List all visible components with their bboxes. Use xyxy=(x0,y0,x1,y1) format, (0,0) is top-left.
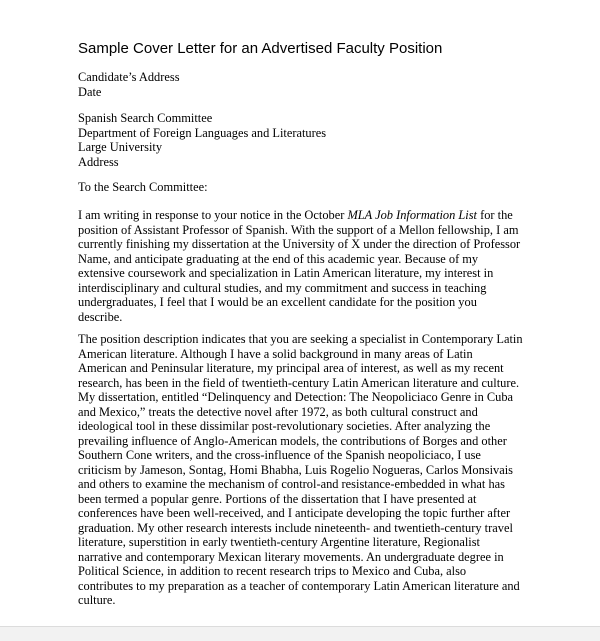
page-bottom-edge xyxy=(0,626,600,641)
paragraph-2-line: criticism by Jameson, Sontag, Homi Bhabha, Luis Rogelio Nogueras, Carlos Monsivais xyxy=(78,462,514,477)
paragraph-2-line: American and Peninsular literature, my principal area of interest, as well as my recent xyxy=(78,361,504,375)
paragraph-1-line-start: I am writing in response to your notice in the October xyxy=(78,208,348,222)
document-title: Sample Cover Letter for an Advertised Faculty Position xyxy=(78,40,443,57)
paragraph-2-line: contributes to my preparation as a teacher of contemporary Latin American literature and xyxy=(78,578,520,593)
paragraph-2-line: literature, superstition in early twentieth-century Argentine literature, Regionalist xyxy=(78,535,480,549)
journal-title-italic: MLA Job Information List xyxy=(347,208,477,222)
paragraph-2-line: ideological tool in these dissimilar post-revolutionary societies. After analyzing the xyxy=(78,419,491,433)
paragraph-1-line: undergraduates, I feel that I would be an excellent candidate for the position you xyxy=(78,295,477,309)
salutation xyxy=(78,180,518,195)
sender-address: Candidate’s Address xyxy=(78,70,180,84)
paragraph-1 xyxy=(78,208,521,324)
paragraph-2-line: narrative and contemporary Mexican literary movements. An undergraduate degree in xyxy=(78,549,504,564)
paragraph-1-line: extensive coursework and specialization in Latin American literature, my interest in xyxy=(78,266,494,280)
recipient-line: Department of Foreign Languages and Literatures xyxy=(78,125,327,140)
sender-date: Date xyxy=(78,84,102,99)
paragraph-2 xyxy=(78,332,523,608)
recipient-line: Address xyxy=(78,154,119,169)
paragraph-1-line: describe. xyxy=(78,309,123,324)
paragraph-1-line: currently finishing my dissertation at the University of X under the direction of Professor xyxy=(78,237,521,251)
paragraph-2-line: graduation. My other research interests include nineteenth- and twentieth-century travel xyxy=(78,520,513,535)
paragraph-2-line: prevailing influence of Anglo-American models, the contributions of Borges and other xyxy=(78,433,507,448)
paragraph-2-line: and others to examine the mechanism of control-and resistance-embedded in what has xyxy=(78,477,505,491)
paragraph-2-line: conferences have been well-received, and I anticipate developing the topic further after xyxy=(78,506,511,520)
paragraph-2-line: The position description indicates that you are seeking a specialist in Contemporary Latin xyxy=(78,332,523,346)
paragraph-2-line: Southern Cone writers, and the cross-influence of the Spanish neopoliciaco, I use xyxy=(78,448,481,462)
recipient-line: Large University xyxy=(78,140,163,154)
recipient-block xyxy=(78,111,518,169)
paragraph-1-line: position of Assistant Professor of Spanish. With the support of a Mellon fellowship, I am xyxy=(78,222,519,237)
paragraph-2-line: been termed a popular genre. Portions of the dissertation that I have presented at xyxy=(78,491,477,506)
sender-block xyxy=(78,70,518,99)
paragraph-2-line: and Mexico,” treats the detective novel after 1972, as both cultural construct and xyxy=(78,404,478,419)
paragraph-2-line: American literature. Although I have a solid background in many areas of Latin xyxy=(78,346,473,361)
paragraph-1-line: Name, and anticipate graduating at the end of this academic year. Because of my xyxy=(78,251,479,266)
paragraph-2-line: Political Science, in addition to recent research trips to Mexico and Cuba, also xyxy=(78,564,467,578)
paragraph-1-line xyxy=(78,208,518,223)
paragraph-1-line: interdisciplinary and cultural studies, and my commitment and success in teaching xyxy=(78,280,487,295)
paragraph-2-line: My dissertation, entitled “Delinquency and Detection: The Neopoliciaco Genre in Cuba xyxy=(78,390,514,404)
paragraph-2-line: culture. xyxy=(78,593,116,607)
paragraph-1-line-end: for the xyxy=(476,208,513,222)
recipient-line: Spanish Search Committee xyxy=(78,111,213,125)
salutation-text: To the Search Committee: xyxy=(78,180,208,194)
paragraph-2-line: research, has been in the field of twentieth-century Latin American literature and culture. xyxy=(78,375,520,390)
